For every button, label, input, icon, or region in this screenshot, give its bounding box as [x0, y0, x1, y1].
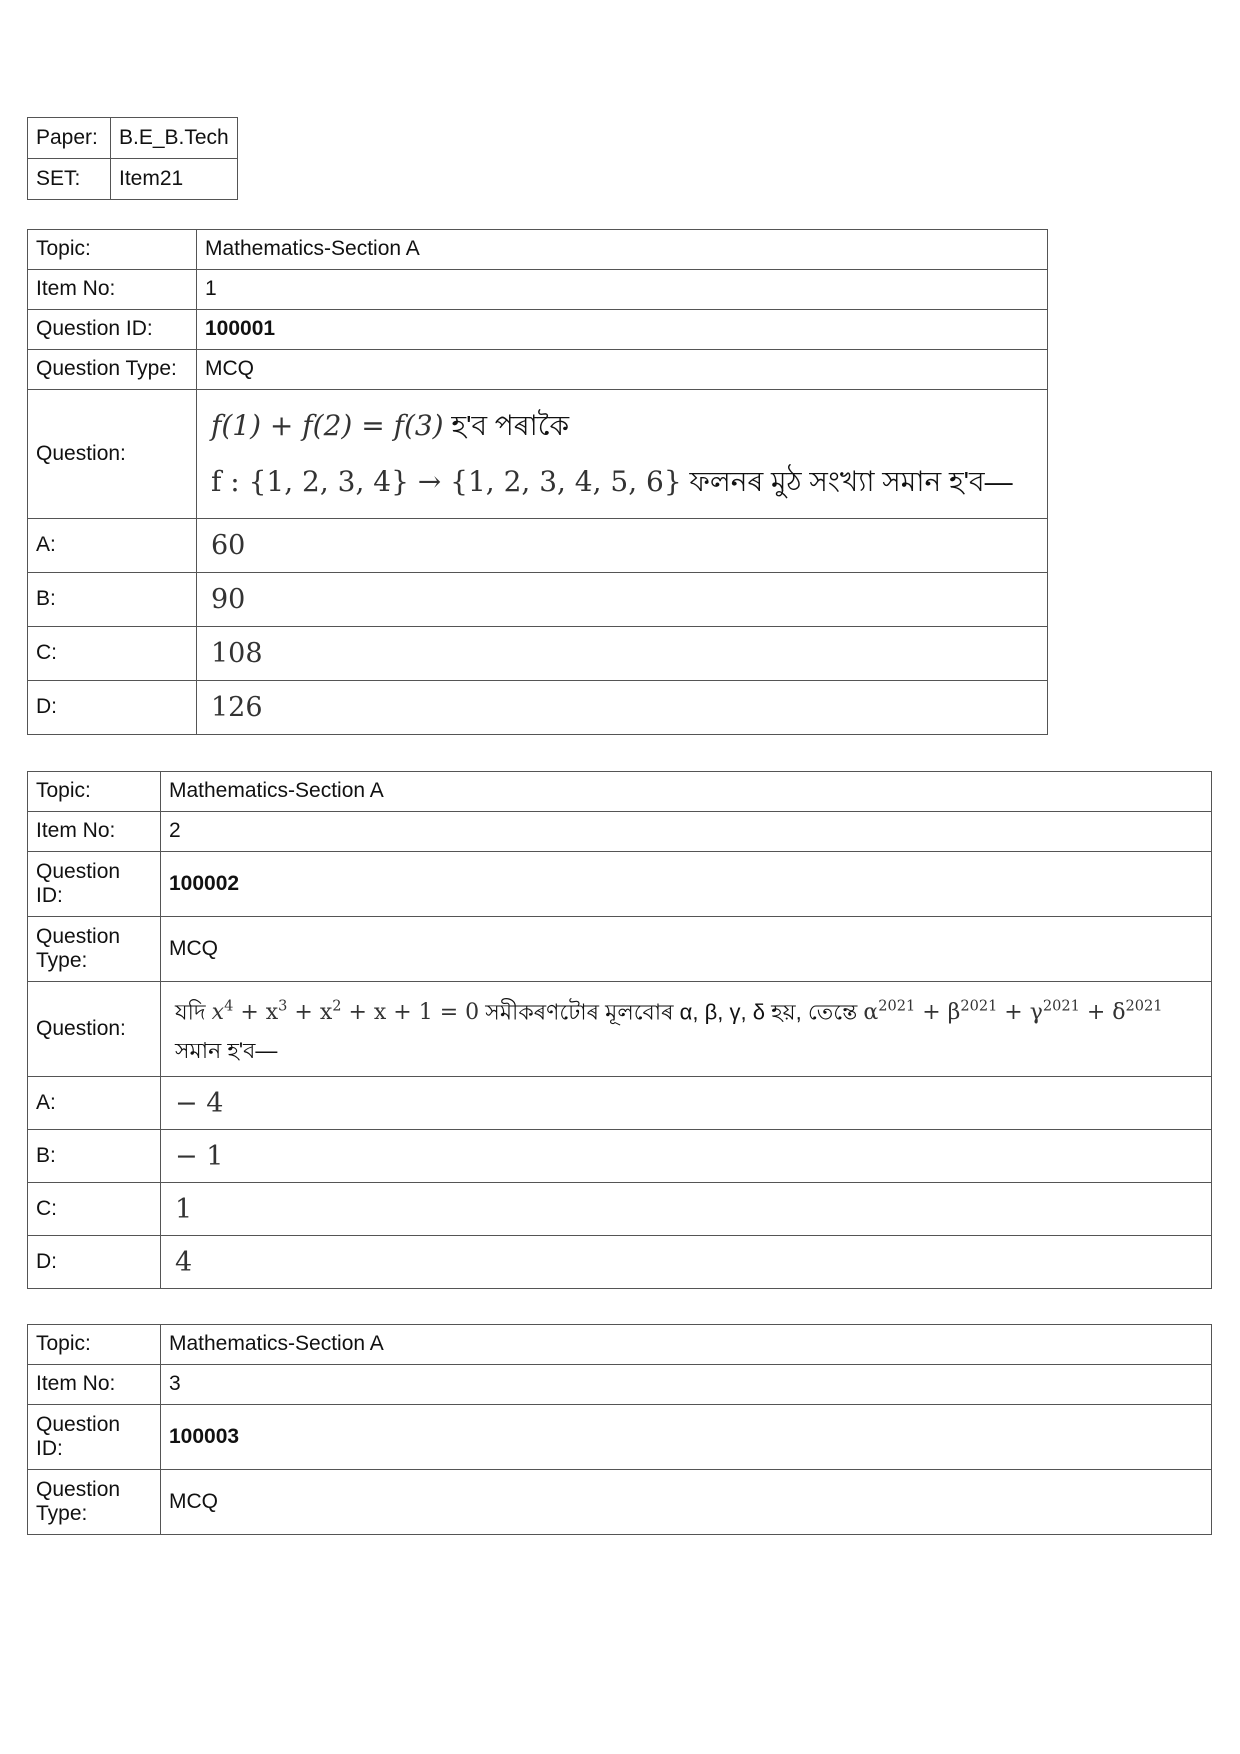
question-type-label	[28, 1470, 161, 1535]
eq-tail: + x + 1 = 0	[341, 1000, 480, 1026]
paper-label: Paper:	[28, 118, 111, 159]
option-b-label: B:	[28, 1130, 161, 1183]
pow-gamma: 2021	[1042, 999, 1080, 1015]
question-type-row	[28, 350, 1048, 390]
sum-beta: β	[947, 1000, 961, 1026]
question-id-value: 100002	[161, 852, 1212, 917]
topic-label: Topic:	[28, 772, 161, 812]
question-line-1	[211, 398, 1033, 454]
option-d-label: D:	[28, 681, 197, 735]
question-id-label: Question ID:	[28, 310, 197, 350]
question-type-value: MCQ	[161, 917, 1212, 982]
eq-x4: x	[211, 1000, 225, 1026]
question-type-label-line1: Question	[36, 1477, 121, 1501]
plus-3: +	[1079, 1000, 1113, 1026]
item-no-row	[28, 1365, 1212, 1405]
question-id-row	[28, 852, 1212, 917]
question-id-row	[28, 310, 1048, 350]
option-c-label: C:	[28, 627, 197, 681]
paper-value: B.E_B.Tech	[111, 118, 238, 159]
question-id-label	[28, 852, 161, 917]
question-id-label-line2: ID:	[36, 1437, 63, 1460]
option-a-label: A:	[28, 1077, 161, 1130]
topic-label: Topic:	[28, 230, 197, 270]
question-type-label-line2: Type:	[36, 1502, 88, 1525]
question-text-1: হ'ব পৰাকৈ	[451, 410, 570, 441]
question-type-label-line1: Question	[36, 924, 121, 948]
eq-sup-4: 4	[224, 999, 234, 1015]
question-id-label-line1: Question	[36, 1412, 121, 1436]
option-a-row	[28, 519, 1048, 573]
item-no-label: Item No:	[28, 812, 161, 852]
question-label: Question:	[28, 390, 197, 519]
question-table-1	[27, 229, 1048, 735]
item-no-row	[28, 270, 1048, 310]
item-no-row	[28, 812, 1212, 852]
option-c-row	[28, 627, 1048, 681]
option-d-row	[28, 681, 1048, 735]
topic-row	[28, 1325, 1212, 1365]
question-text-1: যদি	[175, 999, 206, 1025]
question-table-2	[27, 771, 1212, 1289]
sum-alpha: α	[863, 1000, 879, 1026]
topic-value: Mathematics-Section A	[197, 230, 1048, 270]
option-b-value: 90	[197, 573, 1048, 627]
question-row	[28, 390, 1048, 519]
paper-header-table	[27, 117, 238, 200]
option-d-label: D:	[28, 1236, 161, 1289]
option-a-value: 60	[197, 519, 1048, 573]
question-text-2: ফলনৰ মুঠ সংখ্যা সমান হ'ব—	[689, 466, 1013, 497]
option-c-value: 1	[161, 1183, 1212, 1236]
option-b-value: − 1	[161, 1130, 1212, 1183]
question-line-2	[211, 454, 1033, 510]
question-power-sum	[863, 1000, 1162, 1025]
eq-mid-1: + x	[233, 1000, 279, 1026]
question-text-2: সমীকৰণটোৰ মূলবোৰ α, β, γ, δ হয়, তেন্তে	[485, 999, 858, 1025]
eq-mid-2: + x	[287, 1000, 333, 1026]
topic-value: Mathematics-Section A	[161, 1325, 1212, 1365]
question-type-label: Question Type:	[28, 350, 197, 390]
question-type-value: MCQ	[161, 1470, 1212, 1535]
set-row	[28, 159, 238, 200]
question-type-label-line2: Type:	[36, 949, 88, 972]
sum-gamma: γ	[1029, 1000, 1043, 1026]
topic-label: Topic:	[28, 1325, 161, 1365]
question-id-row	[28, 1405, 1212, 1470]
option-a-row	[28, 1077, 1212, 1130]
option-b-row	[28, 1130, 1212, 1183]
pow-alpha: 2021	[878, 999, 916, 1015]
paper-row	[28, 118, 238, 159]
item-no-value: 2	[161, 812, 1212, 852]
question-id-value: 100003	[161, 1405, 1212, 1470]
question-table-3	[27, 1324, 1212, 1535]
pow-beta: 2021	[960, 999, 998, 1015]
question-math-1: f(1) + f(2) = f(3)	[211, 409, 444, 442]
option-c-row	[28, 1183, 1212, 1236]
question-id-label-line1: Question	[36, 859, 121, 883]
question-type-row	[28, 1470, 1212, 1535]
item-no-value: 1	[197, 270, 1048, 310]
option-a-label: A:	[28, 519, 197, 573]
question-type-value: MCQ	[197, 350, 1048, 390]
question-type-row	[28, 917, 1212, 982]
option-d-value: 126	[197, 681, 1048, 735]
question-row	[28, 982, 1212, 1077]
question-text	[161, 982, 1212, 1077]
question-id-value: 100001	[197, 310, 1048, 350]
option-d-row	[28, 1236, 1212, 1289]
set-label: SET:	[28, 159, 111, 200]
pow-delta: 2021	[1125, 999, 1163, 1015]
eq-sup-3: 3	[278, 999, 288, 1015]
question-id-label-line2: ID:	[36, 884, 63, 907]
question-text	[197, 390, 1048, 519]
sum-delta: δ	[1112, 1000, 1126, 1026]
option-c-label: C:	[28, 1183, 161, 1236]
plus-1: +	[915, 1000, 948, 1026]
topic-row	[28, 772, 1212, 812]
topic-value: Mathematics-Section A	[161, 772, 1212, 812]
option-d-value: 4	[161, 1236, 1212, 1289]
question-math-2: f : {1, 2, 3, 4} → {1, 2, 3, 4, 5, 6}	[211, 465, 682, 498]
set-value: Item21	[111, 159, 238, 200]
item-no-value: 3	[161, 1365, 1212, 1405]
item-no-label: Item No:	[28, 1365, 161, 1405]
option-b-label: B:	[28, 573, 197, 627]
question-id-label	[28, 1405, 161, 1470]
item-no-label: Item No:	[28, 270, 197, 310]
question-text-3: সমান হ'ব—	[175, 1038, 278, 1064]
option-a-value: − 4	[161, 1077, 1212, 1130]
topic-row	[28, 230, 1048, 270]
plus-2: +	[997, 1000, 1030, 1026]
eq-sup-2: 2	[332, 999, 342, 1015]
option-b-row	[28, 573, 1048, 627]
question-label: Question:	[28, 982, 161, 1077]
option-c-value: 108	[197, 627, 1048, 681]
question-type-label	[28, 917, 161, 982]
question-equation	[212, 1000, 480, 1025]
